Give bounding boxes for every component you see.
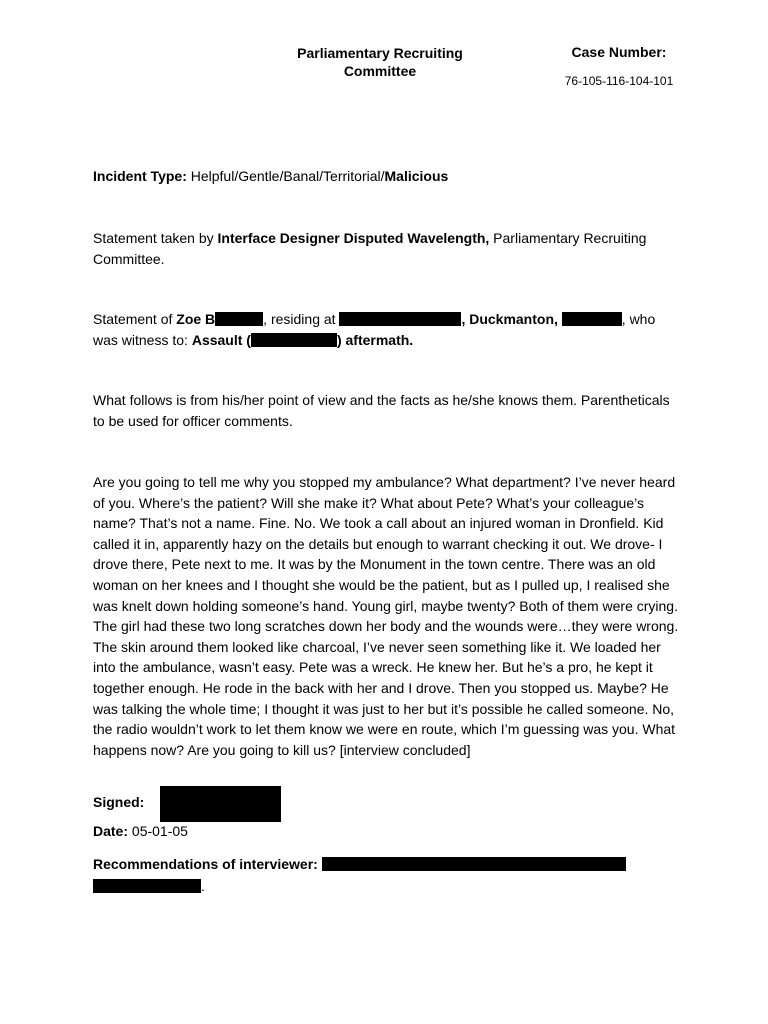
redaction-surname bbox=[215, 312, 263, 326]
incident-type-selected: Malicious bbox=[384, 168, 449, 184]
date-value: 05-01-05 bbox=[128, 823, 188, 839]
redaction-signature bbox=[160, 786, 281, 822]
incident-type-label: Incident Type: bbox=[93, 168, 187, 184]
redaction-county bbox=[562, 312, 622, 326]
event-end: ) aftermath. bbox=[336, 331, 414, 348]
organization-title: Parliamentary Recruiting Committee bbox=[297, 45, 463, 79]
statement-body: Are you going to tell me why you stopped my ambulance? What department? I’ve never heard of you. Where’s the patient? Will she make it? What about Pete? What’s your colleague’s name? That’s not a name. Fine. No. We took a call about an injured woman in Dronfield. Kid called it in, apparently hazy on the details but enough to warrant checking it out. We drove- I drove there, Pete next to me. It was by the Monument in the town centre. There was an old woman on her knees and I thought she would be the patient, but as I pulled up, I realised she was knelt down holding someone’s hand. Young girl, maybe twenty? Both of them were crying. The girl had these two long scratches down her body and the wounds were…they were wrong. The skin around them looked like charcoal, I’ve never seen something like it. We loaded her into the ambulance, wasn’t easy. Pete was a wreck. He knew her. But he’s a pro, he kept it together enough. He rode in the back with her and I drove. Then you stopped us. Maybe? He was talking the whole time; I thought it was just to her but it’s possible he called someone. No, the radio wouldn’t work to let them know we were en route, which I’m guessing was you. What happens now? Are you going to kill us? [interview concluded] bbox=[93, 474, 679, 758]
residing-text: , residing at bbox=[263, 311, 340, 327]
signed-label: Signed: bbox=[93, 794, 145, 810]
taken-by-prefix: Statement taken by bbox=[93, 230, 218, 246]
redaction-address bbox=[339, 312, 461, 326]
statement-of bbox=[93, 309, 683, 350]
recommendations bbox=[93, 853, 683, 897]
redaction-recommendation-line-2 bbox=[93, 879, 201, 893]
interviewer-name: Interface Designer Disputed Wavelength, bbox=[217, 230, 490, 246]
date-label: Date: bbox=[93, 823, 129, 839]
recommendations-label: Recommendations of interviewer: bbox=[93, 856, 318, 872]
taken-by-suffix: Parliamentary Recruiting Committee. bbox=[93, 230, 647, 267]
incident-type bbox=[93, 166, 683, 187]
who-text: , who was witness to: bbox=[93, 311, 656, 348]
date-line bbox=[93, 823, 188, 839]
redaction-event bbox=[251, 333, 337, 347]
witness-name: Zoe B bbox=[176, 311, 216, 327]
recommendations-end: . bbox=[201, 878, 205, 894]
case-number-label: Case Number: bbox=[571, 44, 667, 60]
statement-taken-by bbox=[93, 228, 683, 269]
point-of-view-note: What follows is from his/her point of view and the facts as he/she knows them. Parentheticals to be used for officer comments. bbox=[93, 392, 670, 429]
case-number-value: 76-105-116-104-101 bbox=[564, 74, 674, 88]
statement-prefix: Statement of bbox=[93, 311, 177, 327]
incident-type-options: Helpful/Gentle/Banal/Territorial/ bbox=[190, 168, 385, 184]
town-name: , Duckmanton, bbox=[461, 311, 562, 327]
redaction-recommendation-line-1 bbox=[322, 857, 626, 871]
event-text: Assault ( bbox=[191, 331, 251, 348]
